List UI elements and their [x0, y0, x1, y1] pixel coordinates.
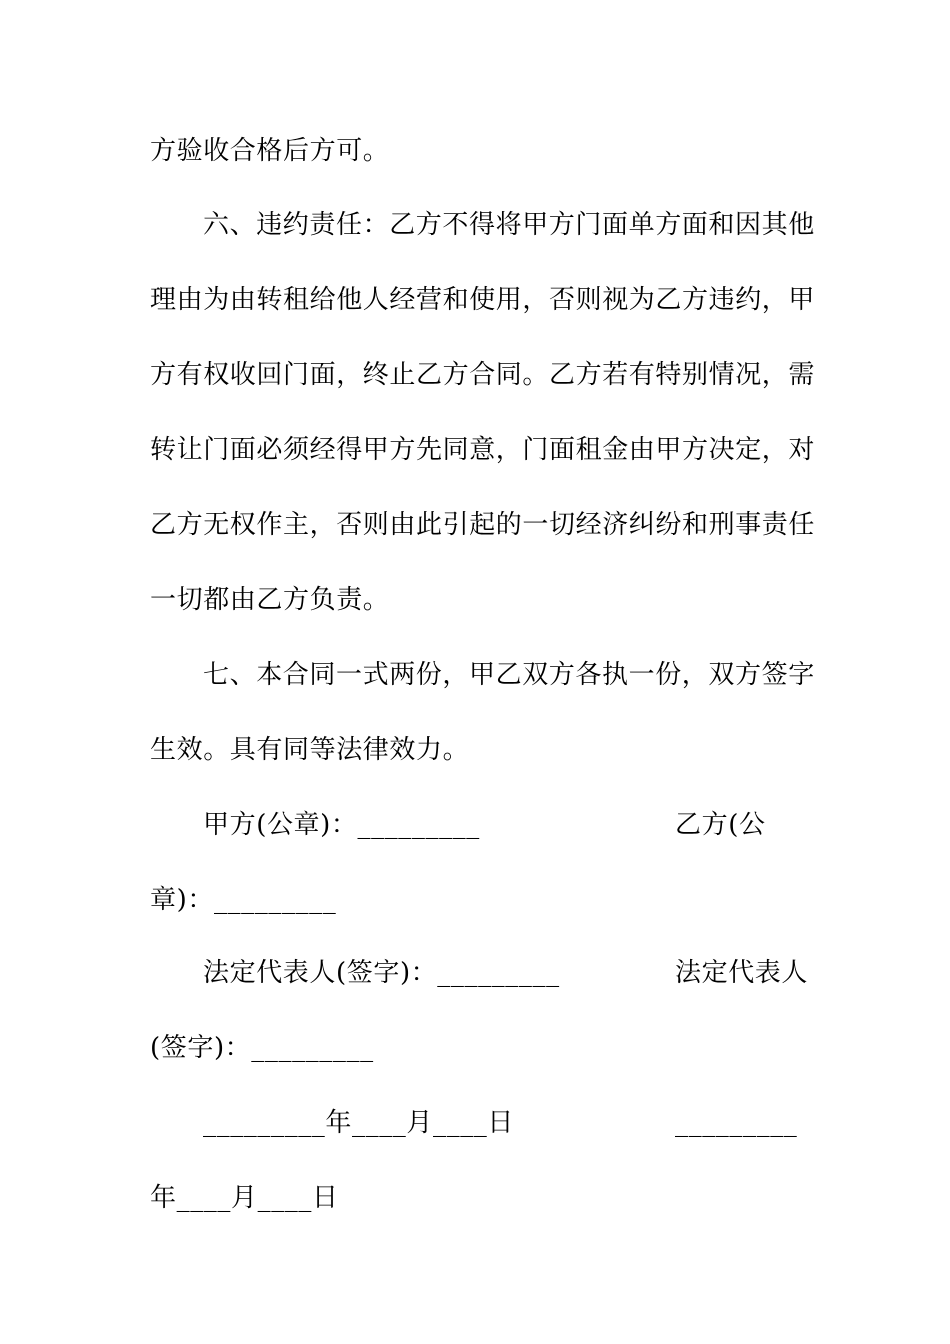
clause-7-line-1: 七、本合同一式两份，甲乙双方各执一份，双方签字 — [203, 660, 815, 690]
clause-7-line-2: 生效。具有同等法律效力。 — [150, 735, 470, 765]
clause-6-line-3: 方有权收回门面，终止乙方合同。乙方若有特别情况，需 — [150, 360, 816, 390]
party-b-seal-part2: 章)：_________ — [150, 885, 337, 915]
party-b-date-part1: _________ — [675, 1108, 798, 1138]
clause-6-line-6: 一切都由乙方负责。 — [150, 585, 390, 615]
clause-6-line-2: 理由为由转租给他人经营和使用，否则视为乙方违约，甲 — [150, 285, 816, 315]
party-b-representative-part1: 法定代表人 — [675, 958, 809, 988]
paragraph-5-end: 方验收合格后方可。 — [150, 136, 390, 166]
party-a-seal: 甲方(公章)：_________ — [203, 810, 480, 840]
party-b-seal-part1: 乙方(公 — [675, 810, 766, 840]
party-a-representative: 法定代表人(签字)：_________ — [203, 958, 560, 988]
party-b-representative-part2: (签字)：_________ — [150, 1033, 374, 1063]
clause-6-line-4: 转让门面必须经得甲方先同意，门面租金由甲方决定，对 — [150, 435, 816, 465]
party-a-date: _________年____月____日 — [203, 1108, 514, 1138]
clause-6-line-5: 乙方无权作主，否则由此引起的一切经济纠纷和刑事责任 — [150, 510, 816, 540]
clause-6-line-1: 六、违约责任：乙方不得将甲方门面单方面和因其他 — [203, 210, 815, 240]
party-b-date-part2: 年____月____日 — [150, 1183, 339, 1213]
